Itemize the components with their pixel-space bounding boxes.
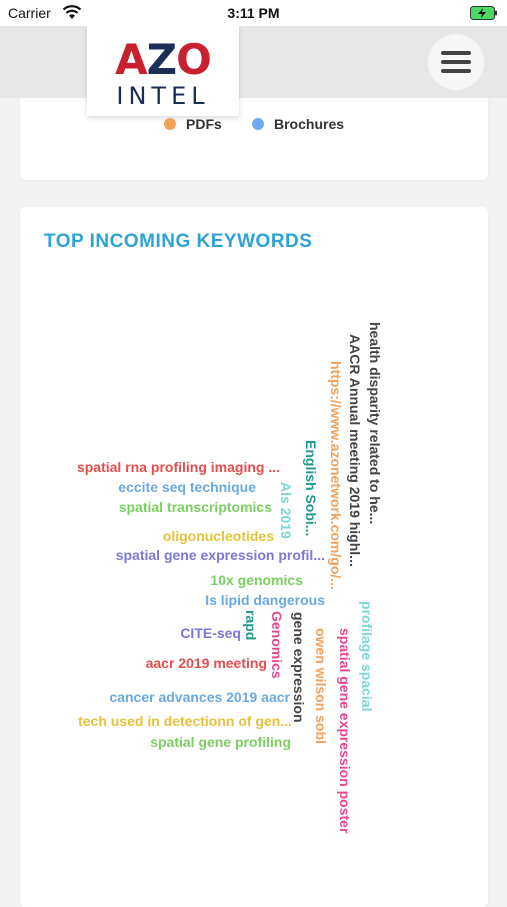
keyword[interactable]: eccite seq technique — [118, 479, 256, 495]
keyword[interactable]: owen wilson sobl — [313, 628, 329, 744]
keyword[interactable]: English Sobi... — [303, 440, 319, 537]
keyword[interactable]: health disparity related to he... — [367, 322, 383, 525]
keyword[interactable]: Is lipid dangerous — [205, 592, 325, 608]
azo-intel-logo[interactable] — [87, 26, 239, 116]
logo-subtitle: INTEL — [116, 82, 210, 110]
battery-charging-icon — [470, 6, 498, 20]
keyword[interactable]: CITE-seq — [180, 625, 241, 641]
keyword[interactable]: spatial gene expression poster — [337, 628, 353, 834]
keyword[interactable]: spatial rna profiling imaging ... — [76, 459, 280, 475]
keyword[interactable]: Als 2019 — [278, 482, 294, 539]
keyword[interactable]: spatial gene expression profil... — [115, 547, 325, 563]
keyword[interactable]: cancer advances 2019 aacr — [109, 689, 290, 705]
legend-item-pdfs[interactable] — [164, 116, 222, 132]
legend-dot — [164, 118, 176, 130]
menu-button[interactable] — [428, 34, 484, 90]
logo-wordmark: AZO — [115, 35, 211, 84]
keyword[interactable]: spatial gene profiling — [150, 734, 291, 750]
legend-label: Brochures — [274, 116, 345, 132]
legend-dot — [252, 118, 264, 130]
keyword[interactable]: rapd — [243, 610, 259, 641]
keyword[interactable]: tech used in detectionn of gen... — [78, 713, 292, 729]
card-title: TOP INCOMING KEYWORDS — [44, 231, 313, 252]
clock: 3:11 PM — [227, 5, 280, 21]
keyword[interactable]: https://www.azonetwork.com/go/... — [328, 361, 344, 590]
keyword[interactable]: 10x genomics — [210, 572, 303, 588]
keyword[interactable]: oligonucleotides — [162, 528, 274, 544]
legend-label: PDFs — [186, 116, 222, 132]
keyword[interactable]: gene expression — [291, 612, 307, 723]
keyword[interactable]: AACR Annual meeting 2019 highl... — [347, 334, 363, 567]
keyword[interactable]: aacr 2019 meeting — [145, 655, 267, 671]
keyword[interactable]: Genomics — [269, 611, 285, 679]
carrier-label: Carrier — [8, 5, 51, 21]
status-bar — [0, 0, 507, 26]
keyword[interactable]: profilage spacial — [359, 601, 375, 712]
keyword[interactable]: spatial transcriptomics — [118, 499, 272, 515]
legend-item-brochures[interactable] — [252, 116, 344, 132]
